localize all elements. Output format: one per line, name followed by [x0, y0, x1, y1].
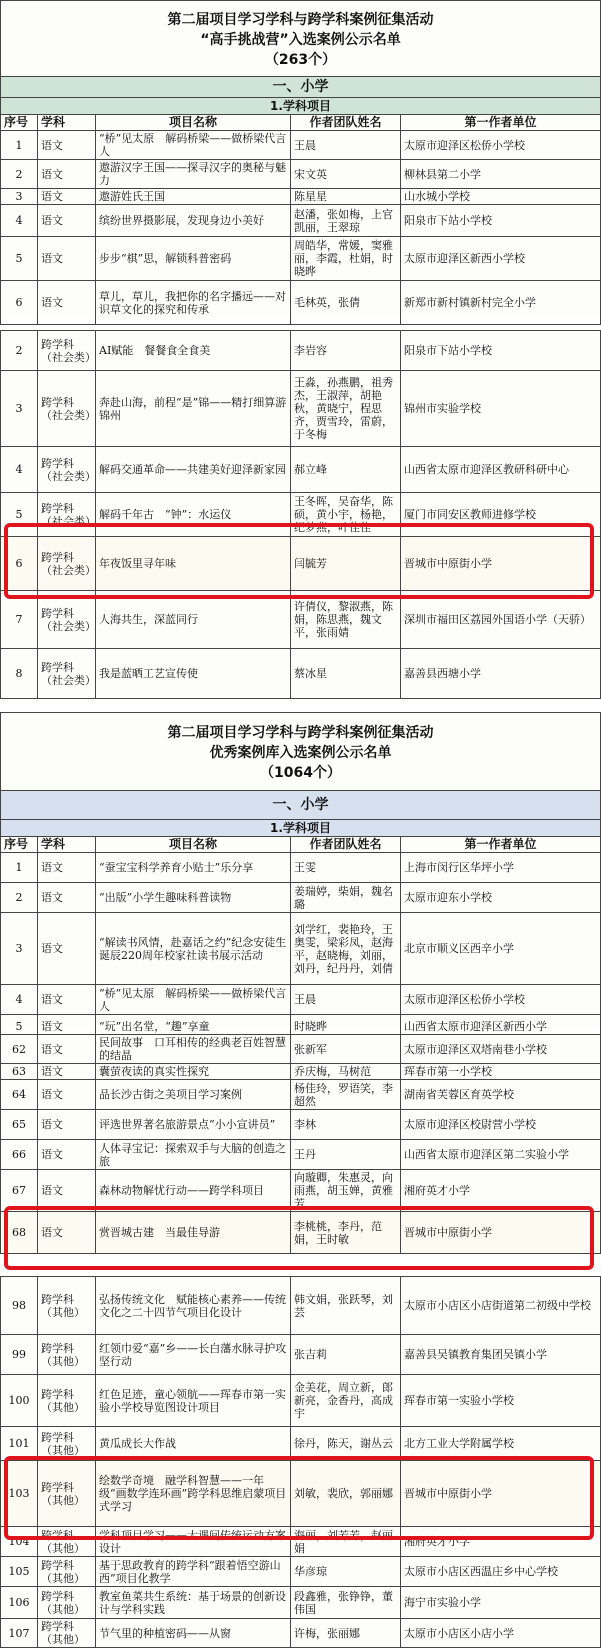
- highlight-box: [4, 1206, 594, 1270]
- table-row: 2 语文 “出版”小学生趣味科普读物 姜瑞婷，柴娟，魏名璐 太原市迎东小学校: [1, 883, 601, 913]
- col-header-no: 序号: [1, 115, 38, 131]
- highlight-box: [4, 523, 594, 599]
- table-row: 2 跨学科（社会类） AI赋能 餐餐食全食美 李岩容 阳泉市下站小学校: [1, 331, 601, 371]
- table-row: 4 语文 缤纷世界摄影展，发现身边小美好 赵潘，张如梅，上官凯丽，王翠琼 阳泉市下站小学校: [1, 205, 601, 237]
- table-row: 67 语文 森林动物解忧行动——跨学科项目 向璇卿，朱惠灵，向雨燕，胡玉婵，黄雅芳 湘府英才小学: [1, 1170, 601, 1212]
- table-row: 3 语文 遨游姓氏王国 陈星星 山水城小学校: [1, 189, 601, 205]
- table-row: 62 语文 民间故事 口耳相传的经典老百姓智慧的结晶 张新军 太原市迎泽区双塔南巷小学校: [1, 1035, 601, 1064]
- table-row-highlighted: 6 跨学科（社会类） 年夜饭里寻年味 闫毓芳 晋城市中原街小学: [1, 537, 601, 591]
- table-row: 5 跨学科（社会类） 解码千年古 “钟”：水运仪 王冬晖，吴奋华，陈硕，黄小宇，杨艳，纪梦燕，叶佳佳 厦门市同安区教师进修学校: [1, 493, 601, 537]
- doc1-table-top: [0, 0, 601, 325]
- col-header-unit: 第一作者单位: [401, 115, 601, 131]
- table-row: 66 语文 人体寻宝记：探索双手与大脑的创造之旅 王丹 山西省太原市迎泽区第二实验小学: [1, 1140, 601, 1170]
- col-header-project: 项目名称: [96, 115, 291, 131]
- doc1-bottom-panel: [0, 330, 600, 700]
- table-row-highlighted: 68 语文 赏晋城古建 当最佳导游 李桃桃，李丹，范娟，王时敏 晋城市中原街小学: [1, 1212, 601, 1254]
- table-row: 64 语文 品长沙古街之美项目学习案例 杨佳玲，罗语笑，李超然 湖南省芙蓉区育英学校: [1, 1080, 601, 1110]
- table-row: 98 跨学科（其他） 弘扬传统文化 赋能核心素养——传统文化之二十四节气项目化设计 韩文娟，张跃琴，刘芸 太原市小店区小店街道第二初级中学校: [1, 1277, 601, 1335]
- col-header-unit: 第一作者单位: [401, 837, 601, 853]
- table-row: 5 语文 步步“棋”思，解锁科普密码 周皓华，常媛，窦雅丽，李霞，杜娟，时晓晔 太原市迎泽区新西小学校: [1, 237, 601, 281]
- doc1-section: 一、小学: [1, 77, 601, 98]
- doc2-top-panel: [0, 712, 600, 1033]
- doc1-top-panel: [0, 0, 600, 317]
- doc1-title-line1: 第二届项目学习学科与跨学科案例征集活动: [167, 12, 434, 28]
- doc1-table-bottom: [0, 330, 601, 699]
- table-row: 4 跨学科（社会类） 解码交通革命——共建美好迎泽新家园 郝立峰 山西省太原市迎泽区教研科研中心: [1, 447, 601, 493]
- table-row: 6 语文 草儿，草儿，我把你的名字播远——对识草文化的探究和传承 毛林英，张倩 新郑市新村镇新村完全小学: [1, 281, 601, 325]
- doc2-title-line2: 优秀案例库入选案例公示名单: [209, 745, 392, 761]
- table-row: 7 跨学科（社会类） 人海共生，深蓝同行 许倩仪，黎淑燕，陈娟，陈思燕，魏文平，张雨婧 深圳市福田区荔园外国语小学（天骄）: [1, 591, 601, 649]
- table-row: 1 语文 “蚕宝宝科学养育小贴士”乐分享 王雯 上海市闵行区华坪小学: [1, 853, 601, 883]
- table-row: 63 语文 囊萤夜读的真实性探究 乔庆梅，马树范 珲春市第一小学校: [1, 1064, 601, 1080]
- highlight-box: [4, 1456, 594, 1540]
- table-row: 2 语文 遨游汉字王国——探寻汉字的奥秘与魅力 宋文英 柳林县第二小学: [1, 160, 601, 189]
- table-row: 5 语文 “玩”出名堂，“趣”享童 时晓晔 山西省太原市迎泽区新西小学: [1, 1015, 601, 1039]
- table-row: 65 语文 评选世界著名旅游景点“小小宣讲员” 李林 太原市迎泽区校尉营小学校: [1, 1110, 601, 1140]
- table-row: 3 跨学科（社会类） 奔赴山海，前程“是”锦——精打细算游锦州 王淼，孙燕鹏，祖秀杰，王淑萍，胡艳秋，黄晓宁，程思齐，贾雪玲，雷蔚，于冬梅 锦州市实验学校: [1, 371, 601, 447]
- table-row: 8 跨学科（社会类） 我是蓝晒工艺宣传使 蔡冰星 嘉善县西塘小学: [1, 649, 601, 699]
- table-row: 99 跨学科（其他） 红领巾爱“嘉”乡——长白藩水脉寻护攻坚行动 张吉莉 嘉善县吴镇教育集团吴镇小学: [1, 1335, 601, 1375]
- doc2-section: 一、小学: [1, 791, 601, 820]
- doc2-subsection: 1.学科项目: [1, 820, 601, 837]
- table-row: 4 语文 “桥”见太原 解码桥梁——做桥梁代言人 王晨 太原市迎泽区松侨小学校: [1, 985, 601, 1015]
- table-row: 101 跨学科（其他） 黄瓜成长大作战 徐丹，陈天，谢丛云 北方工业大学附属学校: [1, 1427, 601, 1461]
- doc1-count: （263个）: [264, 52, 337, 68]
- col-header-no: 序号: [1, 837, 38, 853]
- col-header-authors: 作者团队姓名: [291, 837, 401, 853]
- table-row: 104 跨学科（其他） 学科项目学习——大课间传统运动方案设计 海丽，刘芳芳，赵丽娟 湘府英才小学: [1, 1527, 601, 1557]
- col-header-project: 项目名称: [96, 837, 291, 853]
- table-row: 105 跨学科（其他） 基于思政教育的跨学科“跟着悟空游山西”项目化教学 华彦琼 太原市小店区西温庄乡中心学校: [1, 1557, 601, 1587]
- table-row: 3 语文 “解读书风情，赴嘉话之约”纪念安徒生诞辰220周年校家社读书展示活动 刘学红，裴艳玲，王奥雯，梁彩凤，赵海平，赵晓梅，刘丽，刘丹，纪丹丹，刘倩 北京市顺义区西辛小学: [1, 913, 601, 985]
- table-row: 1 语文 “桥”见太原 解码桥梁——做桥梁代言人 王晨 太原市迎泽区松侨小学校: [1, 131, 601, 160]
- doc2-table-top: [0, 712, 601, 1039]
- table-row: 106 跨学科（其他） 教室鱼菜共生系统：基于场景的创新设计与学科实践 段鑫雅，张铮铮，董伟国 海宁市实验小学: [1, 1587, 601, 1619]
- doc1-title-line2: “高手挑战营”入选案例公示名单: [200, 32, 401, 48]
- col-header-subject: 学科: [38, 837, 96, 853]
- table-row: 107 跨学科（其他） 节气里的种植密码——从窗 许梅，张丽娜 太原市小店区小店小学: [1, 1619, 601, 1648]
- col-header-subject: 学科: [38, 115, 96, 131]
- doc2-title-line1: 第二届项目学习学科与跨学科案例征集活动: [167, 725, 434, 741]
- col-header-authors: 作者团队姓名: [291, 115, 401, 131]
- doc1-subsection: 1.学科项目: [1, 98, 601, 115]
- table-row: 100 跨学科（其他） 红色足迹，童心领航——珲春市第一实验小学校导览图设计项目 金美花，周立新，郎新亮，金香丹，高成宇 珲春市第一实验小学校: [1, 1375, 601, 1427]
- doc2-count: （1064个）: [260, 765, 341, 781]
- table-row-highlighted: 103 跨学科（其他） 绘数学奇境 融学科智慧——一年级“画数学连环画”跨学科思维启蒙项目式学习 刘敏，裴欣，郭丽娜 晋城市中原街小学: [1, 1461, 601, 1527]
